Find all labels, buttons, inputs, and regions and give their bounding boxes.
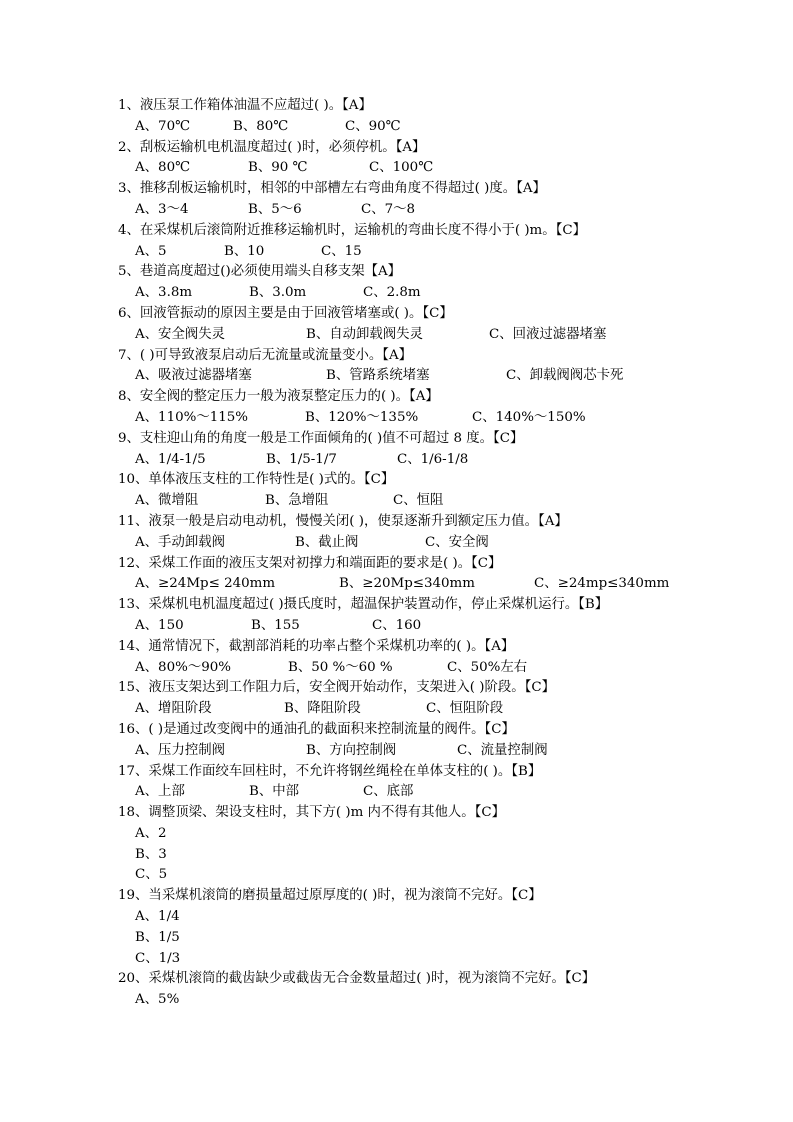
exam-page <box>0 96 793 1011</box>
option-a: A、80℃ <box>135 160 191 176</box>
question-2: 2、刮板运输机电机温度超过( )时，必须停机。【A】 <box>118 139 426 155</box>
option-a: A、上部 <box>135 784 185 800</box>
option-b: B、50 %～60 % <box>288 659 393 675</box>
option-b: B、方向控制阀 <box>306 742 397 758</box>
option-c: C、7～8 <box>361 201 416 217</box>
option-c: C、15 <box>321 243 362 259</box>
options-row-6 <box>0 325 793 346</box>
question-15: 15、液压支架达到工作阻力后，安全阀开始动作，支架进入( )阶段。【C】 <box>118 680 556 696</box>
options-row-12 <box>0 574 793 595</box>
options-row-10 <box>0 491 793 512</box>
option-a: A、微增阻 <box>135 493 199 509</box>
option-c: C、恒阻 <box>393 493 444 509</box>
options-row-2 <box>0 158 793 179</box>
option-a: A、150 <box>135 617 184 633</box>
options-row-11 <box>0 533 793 554</box>
question-12: 12、采煤工作面的液压支架对初撑力和端面距的要求是( )。【C】 <box>118 555 502 571</box>
option-a: A、5 <box>135 243 167 259</box>
option-a: A、3～4 <box>135 201 189 217</box>
option-a: A、110%～115% <box>135 409 249 425</box>
option-c: C、100℃ <box>369 160 434 176</box>
option-a: A、压力控制阀 <box>135 742 226 758</box>
option-a: A、增阻阶段 <box>135 701 212 717</box>
options-row-4 <box>0 242 793 263</box>
option-c: C、恒阻阶段 <box>426 701 504 717</box>
options-row-14 <box>0 658 793 679</box>
option-a: A、3.8m <box>135 285 193 301</box>
option-b: B、中部 <box>249 784 300 800</box>
option-c: C、90℃ <box>345 118 401 134</box>
option-b: B、3 <box>135 846 167 862</box>
option-b: B、80℃ <box>233 118 289 134</box>
option-b: B、1/5-1/7 <box>266 451 337 467</box>
option-c: C、安全阀 <box>425 534 489 550</box>
option-b: B、120%～135% <box>305 409 419 425</box>
options-row-3 <box>0 200 793 221</box>
option-a: A、70℃ <box>135 118 191 134</box>
question-14: 14、通常情况下，截割部消耗的功率占整个采煤机功率的( )。【A】 <box>118 638 515 654</box>
option-c: C、140%～150% <box>472 409 586 425</box>
options-row-1 <box>0 117 793 138</box>
options-row-15 <box>0 699 793 720</box>
question-6: 6、回液管振动的原因主要是由于回液管堵塞或( )。【C】 <box>118 305 453 321</box>
question-20: 20、采煤机滚筒的截齿缺少或截齿无合金数量超过( )时，视为滚筒不完好。【C】 <box>118 971 596 987</box>
option-a: A、手动卸载阀 <box>135 534 226 550</box>
option-a: A、安全阀失灵 <box>135 326 226 342</box>
question-8: 8、安全阀的整定压力一般为液泵整定压力的( )。【A】 <box>118 389 439 405</box>
option-a: A、吸液过滤器堵塞 <box>135 368 252 384</box>
option-b: B、管路系统堵塞 <box>326 368 430 384</box>
options-row-16 <box>0 741 793 762</box>
options-row-13 <box>0 616 793 637</box>
question-18: 18、调整顶梁、架设支柱时，其下方( )m 内不得有其他人。【C】 <box>118 805 506 821</box>
option-b: B、90 ℃ <box>248 160 308 176</box>
option-b: B、≥20Mp≤340mm <box>339 576 475 592</box>
option-b: B、10 <box>224 243 265 259</box>
question-1: 1、液压泵工作箱体油温不应超过( )。【A】 <box>118 98 372 113</box>
question-13: 13、采煤机电机温度超过( )摄氏度时，超温保护装置动作，停止采煤机运行。【B】 <box>118 597 609 613</box>
options-row-7 <box>0 366 793 387</box>
option-b: B、截止阀 <box>295 534 359 550</box>
option-b: B、155 <box>251 617 300 633</box>
option-b: B、1/5 <box>135 929 180 945</box>
option-a: A、5% <box>135 992 180 1008</box>
option-c: C、5 <box>135 867 168 883</box>
option-a: A、1/4 <box>135 909 180 925</box>
option-a: A、2 <box>135 825 167 841</box>
options-row-5 <box>0 283 793 304</box>
options-row-9 <box>0 450 793 471</box>
question-3: 3、推移刮板运输机时，相邻的中部槽左右弯曲角度不得超过( )度。【A】 <box>118 181 546 197</box>
option-b: B、3.0m <box>249 285 307 301</box>
option-a: A、80%～90% <box>135 659 231 675</box>
option-c: C、≥24mp≤340mm <box>534 576 670 592</box>
option-c: C、卸载阀阀芯卡死 <box>506 368 624 384</box>
question-11: 11、液泵一般是启动电动机，慢慢关闭( )，使泵逐渐升到额定压力值。【A】 <box>118 513 568 529</box>
options-row-8 <box>0 408 793 429</box>
question-5: 5、巷道高度超过()必须使用端头自移支架【A】 <box>118 264 402 280</box>
question-9: 9、支柱迎山角的角度一般是工作面倾角的( )值不可超过 8 度。【C】 <box>118 430 524 446</box>
question-7: 7、( )可导致液泵启动后无流量或流量变小。【A】 <box>118 347 413 363</box>
option-c: C、1/3 <box>135 950 181 966</box>
question-19: 19、当采煤机滚筒的磨损量超过原厚度的( )时，视为滚筒不完好。【C】 <box>118 888 542 904</box>
option-c: C、回液过滤器堵塞 <box>489 326 607 342</box>
question-10: 10、单体液压支柱的工作特性是( )式的。【C】 <box>118 472 395 488</box>
options-row-17 <box>0 782 793 803</box>
option-c: C、流量控制阀 <box>457 742 548 758</box>
question-16: 16、( )是通过改变阀中的通油孔的截面积来控制流量的阀件。【C】 <box>118 721 515 737</box>
question-4: 4、在采煤机后滚筒附近推移运输机时，运输机的弯曲长度不得小于( )m。【C】 <box>118 222 586 238</box>
question-17: 17、采煤工作面绞车回柱时，不允许将钢丝绳栓在单体支柱的( )。【B】 <box>118 763 542 779</box>
option-a: A、1/4-1/5 <box>135 451 206 467</box>
option-b: B、降阻阶段 <box>284 701 361 717</box>
option-c: C、50%左右 <box>447 659 528 675</box>
option-b: B、5～6 <box>248 201 302 217</box>
option-b: B、急增阻 <box>265 493 329 509</box>
option-c: C、1/6-1/8 <box>397 451 469 467</box>
option-a: A、≥24Mp≤ 240mm <box>135 576 276 592</box>
option-b: B、自动卸载阀失灵 <box>306 326 423 342</box>
option-c: C、底部 <box>363 784 414 800</box>
option-c: C、160 <box>372 617 422 633</box>
option-c: C、2.8m <box>363 285 421 301</box>
